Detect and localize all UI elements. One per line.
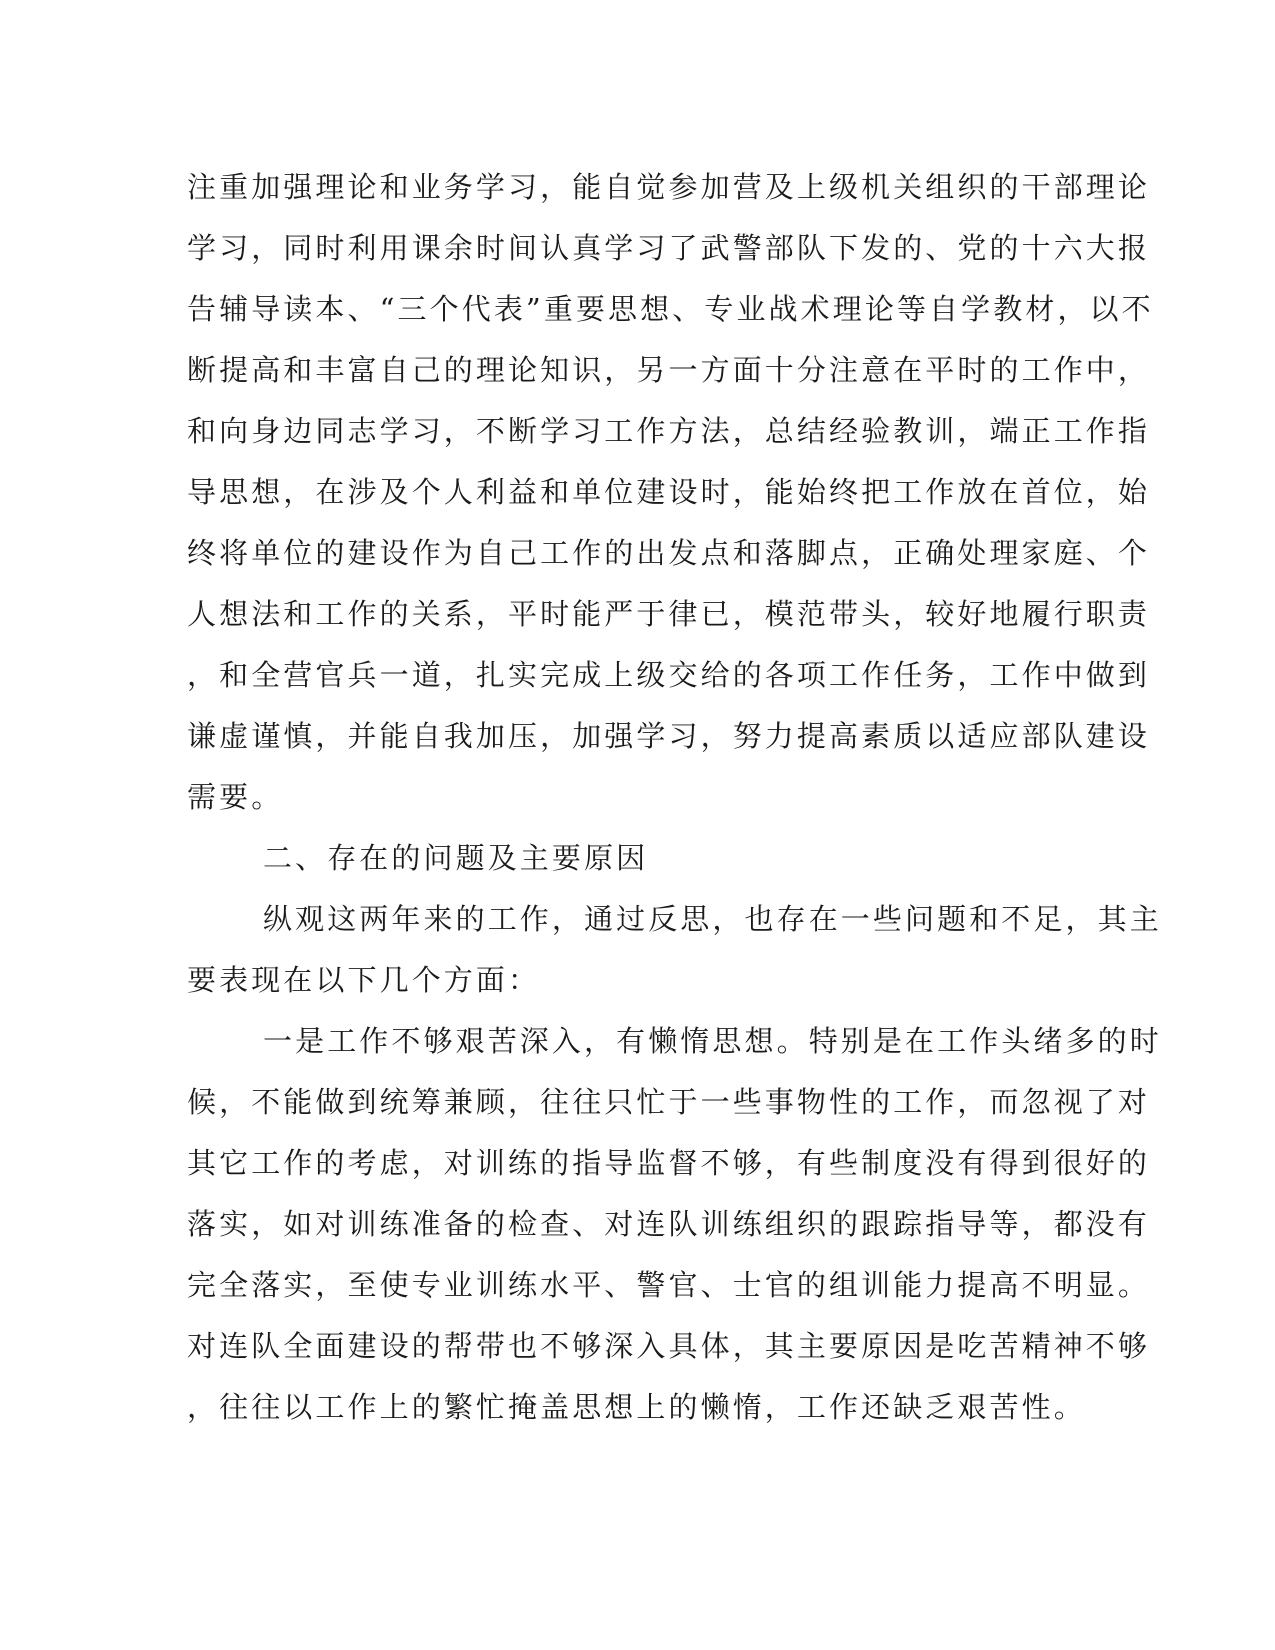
text-line: 注重加强理论和业务学习，能自觉参加营及上级机关组织的干部理论 [187,170,1151,204]
text-line: 其它工作的考虑，对训练的指导监督不够，有些制度没有得到很好的 [187,1146,1151,1180]
text-line: 和向身边同志学习，不断学习工作方法，总结经验教训，端正工作指 [187,414,1151,448]
paragraph-continued [187,157,1154,828]
text-line: 落实，如对训练准备的检查、对连队训练组织的跟踪指导等，都没有 [187,1207,1151,1241]
text-line: 需要。 [187,780,284,814]
text-line: 对连队全面建设的帮带也不够深入具体，其主要原因是吃苦精神不够 [187,1329,1151,1363]
text-line: 导思想，在涉及个人利益和单位建设时，能始终把工作放在首位，始 [187,475,1151,509]
text-line: 完全落实，至使专业训练水平、警官、士官的组训能力提高不明显。 [187,1268,1151,1302]
text-line: 断提高和丰富自己的理论知识，另一方面十分注意在平时的工作中， [187,353,1151,387]
text-line: 谦虚谨慎，并能自我加压，加强学习，努力提高素质以适应部队建设 [187,719,1151,753]
text-line: ，往往以工作上的繁忙掩盖思想上的懒惰，工作还缺乏艰苦性。 [187,1390,1086,1424]
text-line: 候，不能做到统筹兼顾，往往只忙于一些事物性的工作，而忽视了对 [187,1085,1151,1119]
document-body-continued [187,828,1162,1438]
text-line: 一是工作不够艰苦深入，有懒惰思想。特别是在工作头绪多的时 [263,1024,1162,1058]
text-line: 终将单位的建设作为自己工作的出发点和落脚点，正确处理家庭、个 [187,536,1151,570]
text-line: 纵观这两年来的工作，通过反思，也存在一些问题和不足，其主 [263,902,1162,936]
text-line: ，和全营官兵一道，扎实完成上级交给的各项工作任务，工作中做到 [187,658,1151,692]
section-heading: 二、存在的问题及主要原因 [263,841,649,875]
text-line: 要表现在以下几个方面： [187,963,541,997]
text-line: 学习，同时利用课余时间认真学习了武警部队下发的、党的十六大报 [187,231,1151,265]
text-line: 人想法和工作的关系，平时能严于律已，模范带头，较好地履行职责 [187,597,1151,631]
text-line: 告辅导读本、“三个代表”重要思想、专业战术理论等自学教材，以不 [187,292,1154,326]
